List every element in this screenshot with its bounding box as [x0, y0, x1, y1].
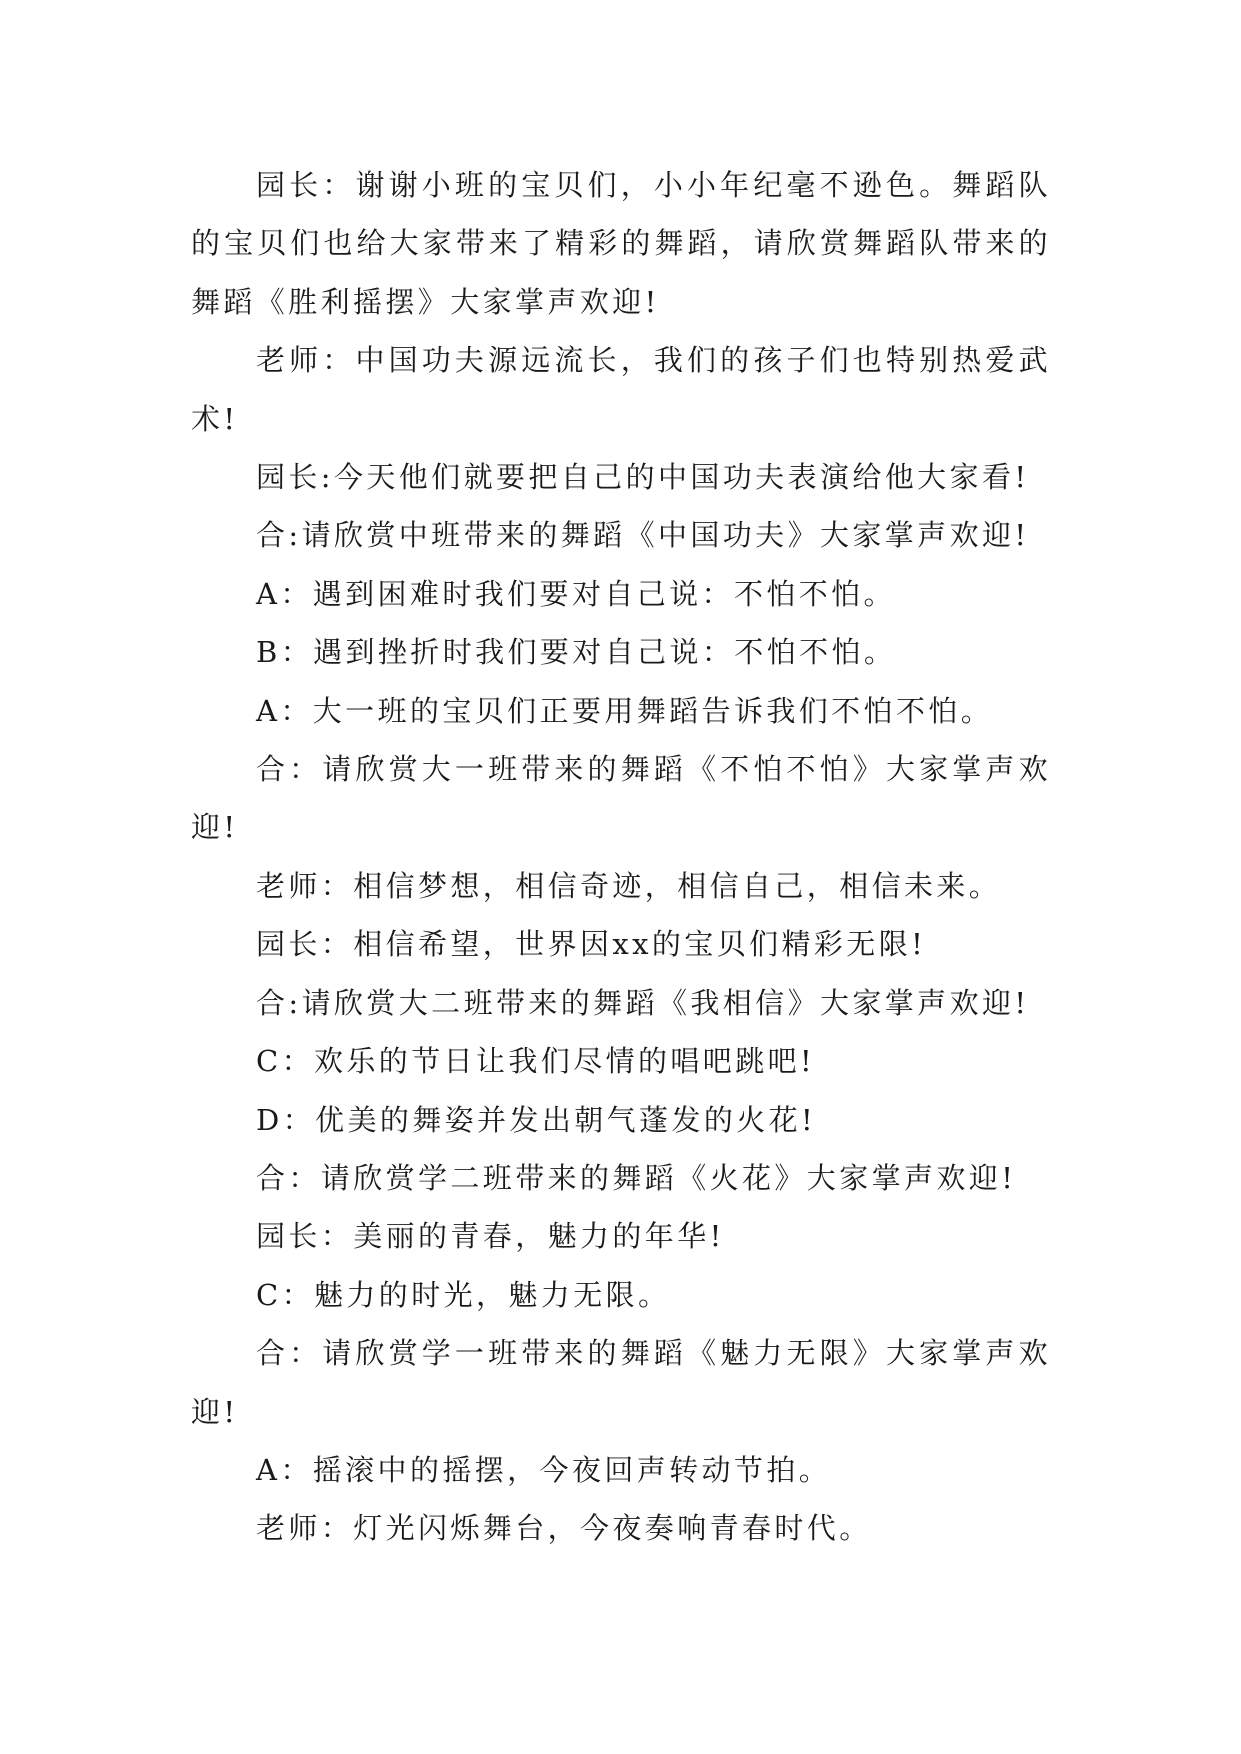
- paragraph: B：遇到挫折时我们要对自己说：不怕不怕。: [256, 635, 897, 670]
- paragraph: 老师：中国功夫源远流长，我们的孩子们也特别热爱武术!: [191, 343, 1051, 436]
- paragraph: 园长：美丽的青春，魅力的年华!: [256, 1219, 725, 1254]
- paragraph: 园长：谢谢小班的宝贝们，小小年纪毫不逊色。舞蹈队的宝贝们也给大家带来了精彩的舞蹈，请欣赏舞蹈队带来的舞蹈《胜利摇摆》大家掌声欢迎!: [191, 168, 1051, 319]
- paragraph: A：大一班的宝贝们正要用舞蹈告诉我们不怕不怕。: [256, 693, 994, 728]
- paragraph: 合：请欣赏学一班带来的舞蹈《魅力无限》大家掌声欢迎!: [191, 1336, 1051, 1429]
- paragraph: C：欢乐的节日让我们尽情的唱吧跳吧!: [256, 1044, 816, 1079]
- paragraph: 合：请欣赏学二班带来的舞蹈《火花》大家掌声欢迎!: [256, 1160, 1017, 1195]
- paragraph: A：遇到困难时我们要对自己说：不怕不怕。: [256, 576, 896, 611]
- paragraph: C：魅力的时光，魅力无限。: [256, 1277, 671, 1312]
- paragraph: 老师：灯光闪烁舞台，今夜奏响青春时代。: [256, 1511, 872, 1546]
- paragraph: D：优美的舞姿并发出朝气蓬发的火花!: [256, 1102, 817, 1137]
- paragraph: 合:请欣赏大二班带来的舞蹈《我相信》大家掌声欢迎!: [256, 985, 1030, 1020]
- paragraph: A：摇滚中的摇摆，今夜回声转动节拍。: [256, 1452, 832, 1487]
- paragraph: 园长：相信希望，世界因xx的宝贝们精彩无限!: [256, 927, 927, 962]
- document-body: [191, 156, 1051, 1558]
- paragraph: 合:请欣赏中班带来的舞蹈《中国功夫》大家掌声欢迎!: [256, 518, 1030, 553]
- paragraph: 园长:今天他们就要把自己的中国功夫表演给他大家看!: [256, 460, 1030, 495]
- paragraph: 老师：相信梦想，相信奇迹，相信自己，相信未来。: [256, 868, 1002, 903]
- paragraph: 合：请欣赏大一班带来的舞蹈《不怕不怕》大家掌声欢迎!: [191, 752, 1051, 845]
